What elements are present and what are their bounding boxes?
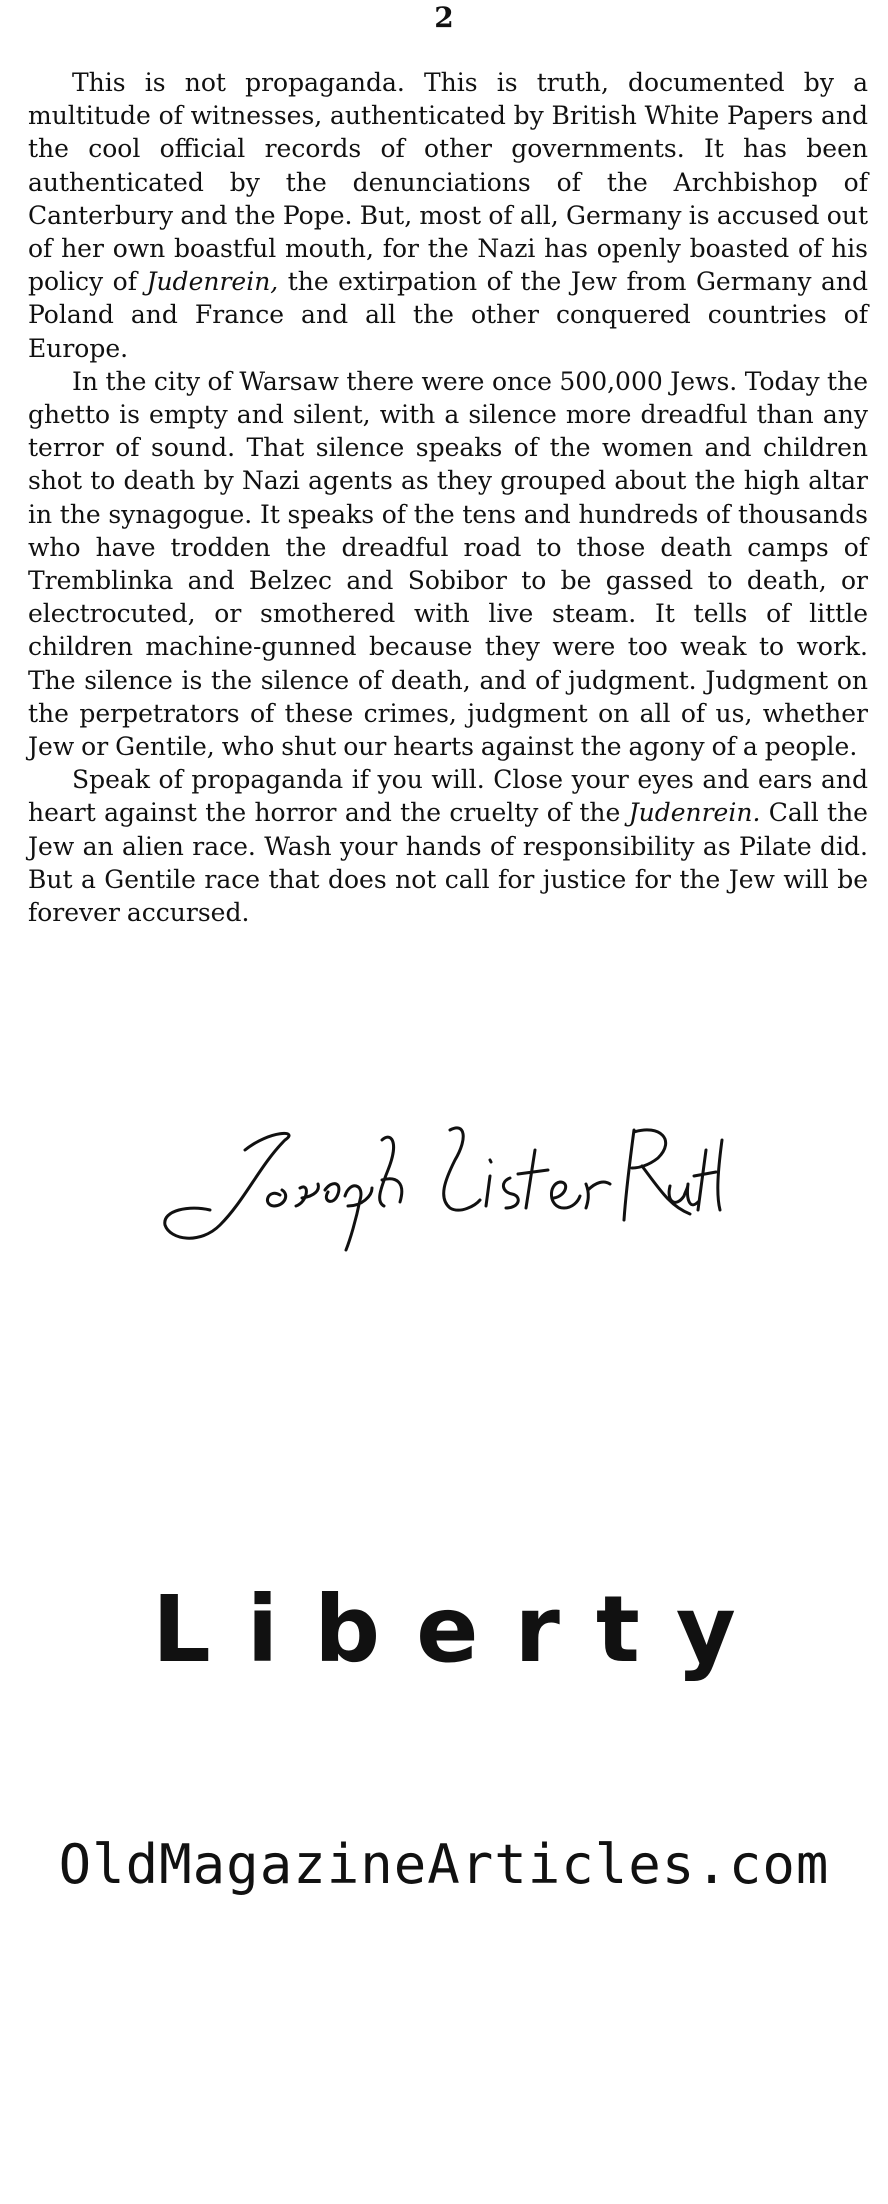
author-signature (150, 1110, 730, 1260)
magazine-masthead: Liberty (152, 1576, 772, 1683)
page-number: 2 (434, 1, 454, 34)
paragraph-3-text-b: Call the Jew an alien race. Wash your hands of responsibility as Pilate did. But a Gentile race that does not call for justice for the Jew will be forever accursed. (28, 798, 868, 928)
paragraph-3 (28, 763, 868, 929)
site-url: OldMagazineArticles.com (58, 1833, 830, 1896)
paragraph-3-term: Judenrein. (628, 798, 761, 828)
paragraph-2: In the city of Warsaw there were once 500,000 Jews. Today the ghetto is empty and silent, with a silence more dreadful than any terror of sound. That silence speaks of the women and children shot to death by Nazi agents as they grouped about the high altar in the synagogue. It speaks of the tens and hundreds of thousands who have trodden the dreadful road to those death camps of Tremblinka and Belzec and Sobibor to be gassed to death, or electrocuted, or smothered with live steam. It tells of little children machine-gunned because they were too weak to work. The silence is the silence of death, and of judgment. Judgment on the perpetrators of these crimes, judgment on all of us, whether Jew or Gentile, who shut our hearts against the agony of a people. (28, 366, 868, 762)
paragraph-1-text-a: This is not propaganda. This is truth, documented by a multitude of witnesses, authenticated by British White Papers and the cool official records of other governments. It has been authenticated by the denunciations of the Archbishop of Canterbury and the Pope. But, most of all, Germany is accused out of her own boastful mouth, for the Nazi has openly boasted of his policy of (28, 68, 868, 297)
paragraph-1-term: Judenrein, (146, 267, 279, 297)
paragraph-1 (28, 66, 868, 365)
paragraph-3-text-a: Speak of propaganda if you will. Close your eyes and ears and heart against the horror and the cruelty of the (28, 765, 868, 828)
paragraph-1-text-b: the extirpation of the Jew from Germany and Poland and France and all the other conquered countries of Europe. (28, 267, 868, 363)
article-body (28, 66, 868, 929)
